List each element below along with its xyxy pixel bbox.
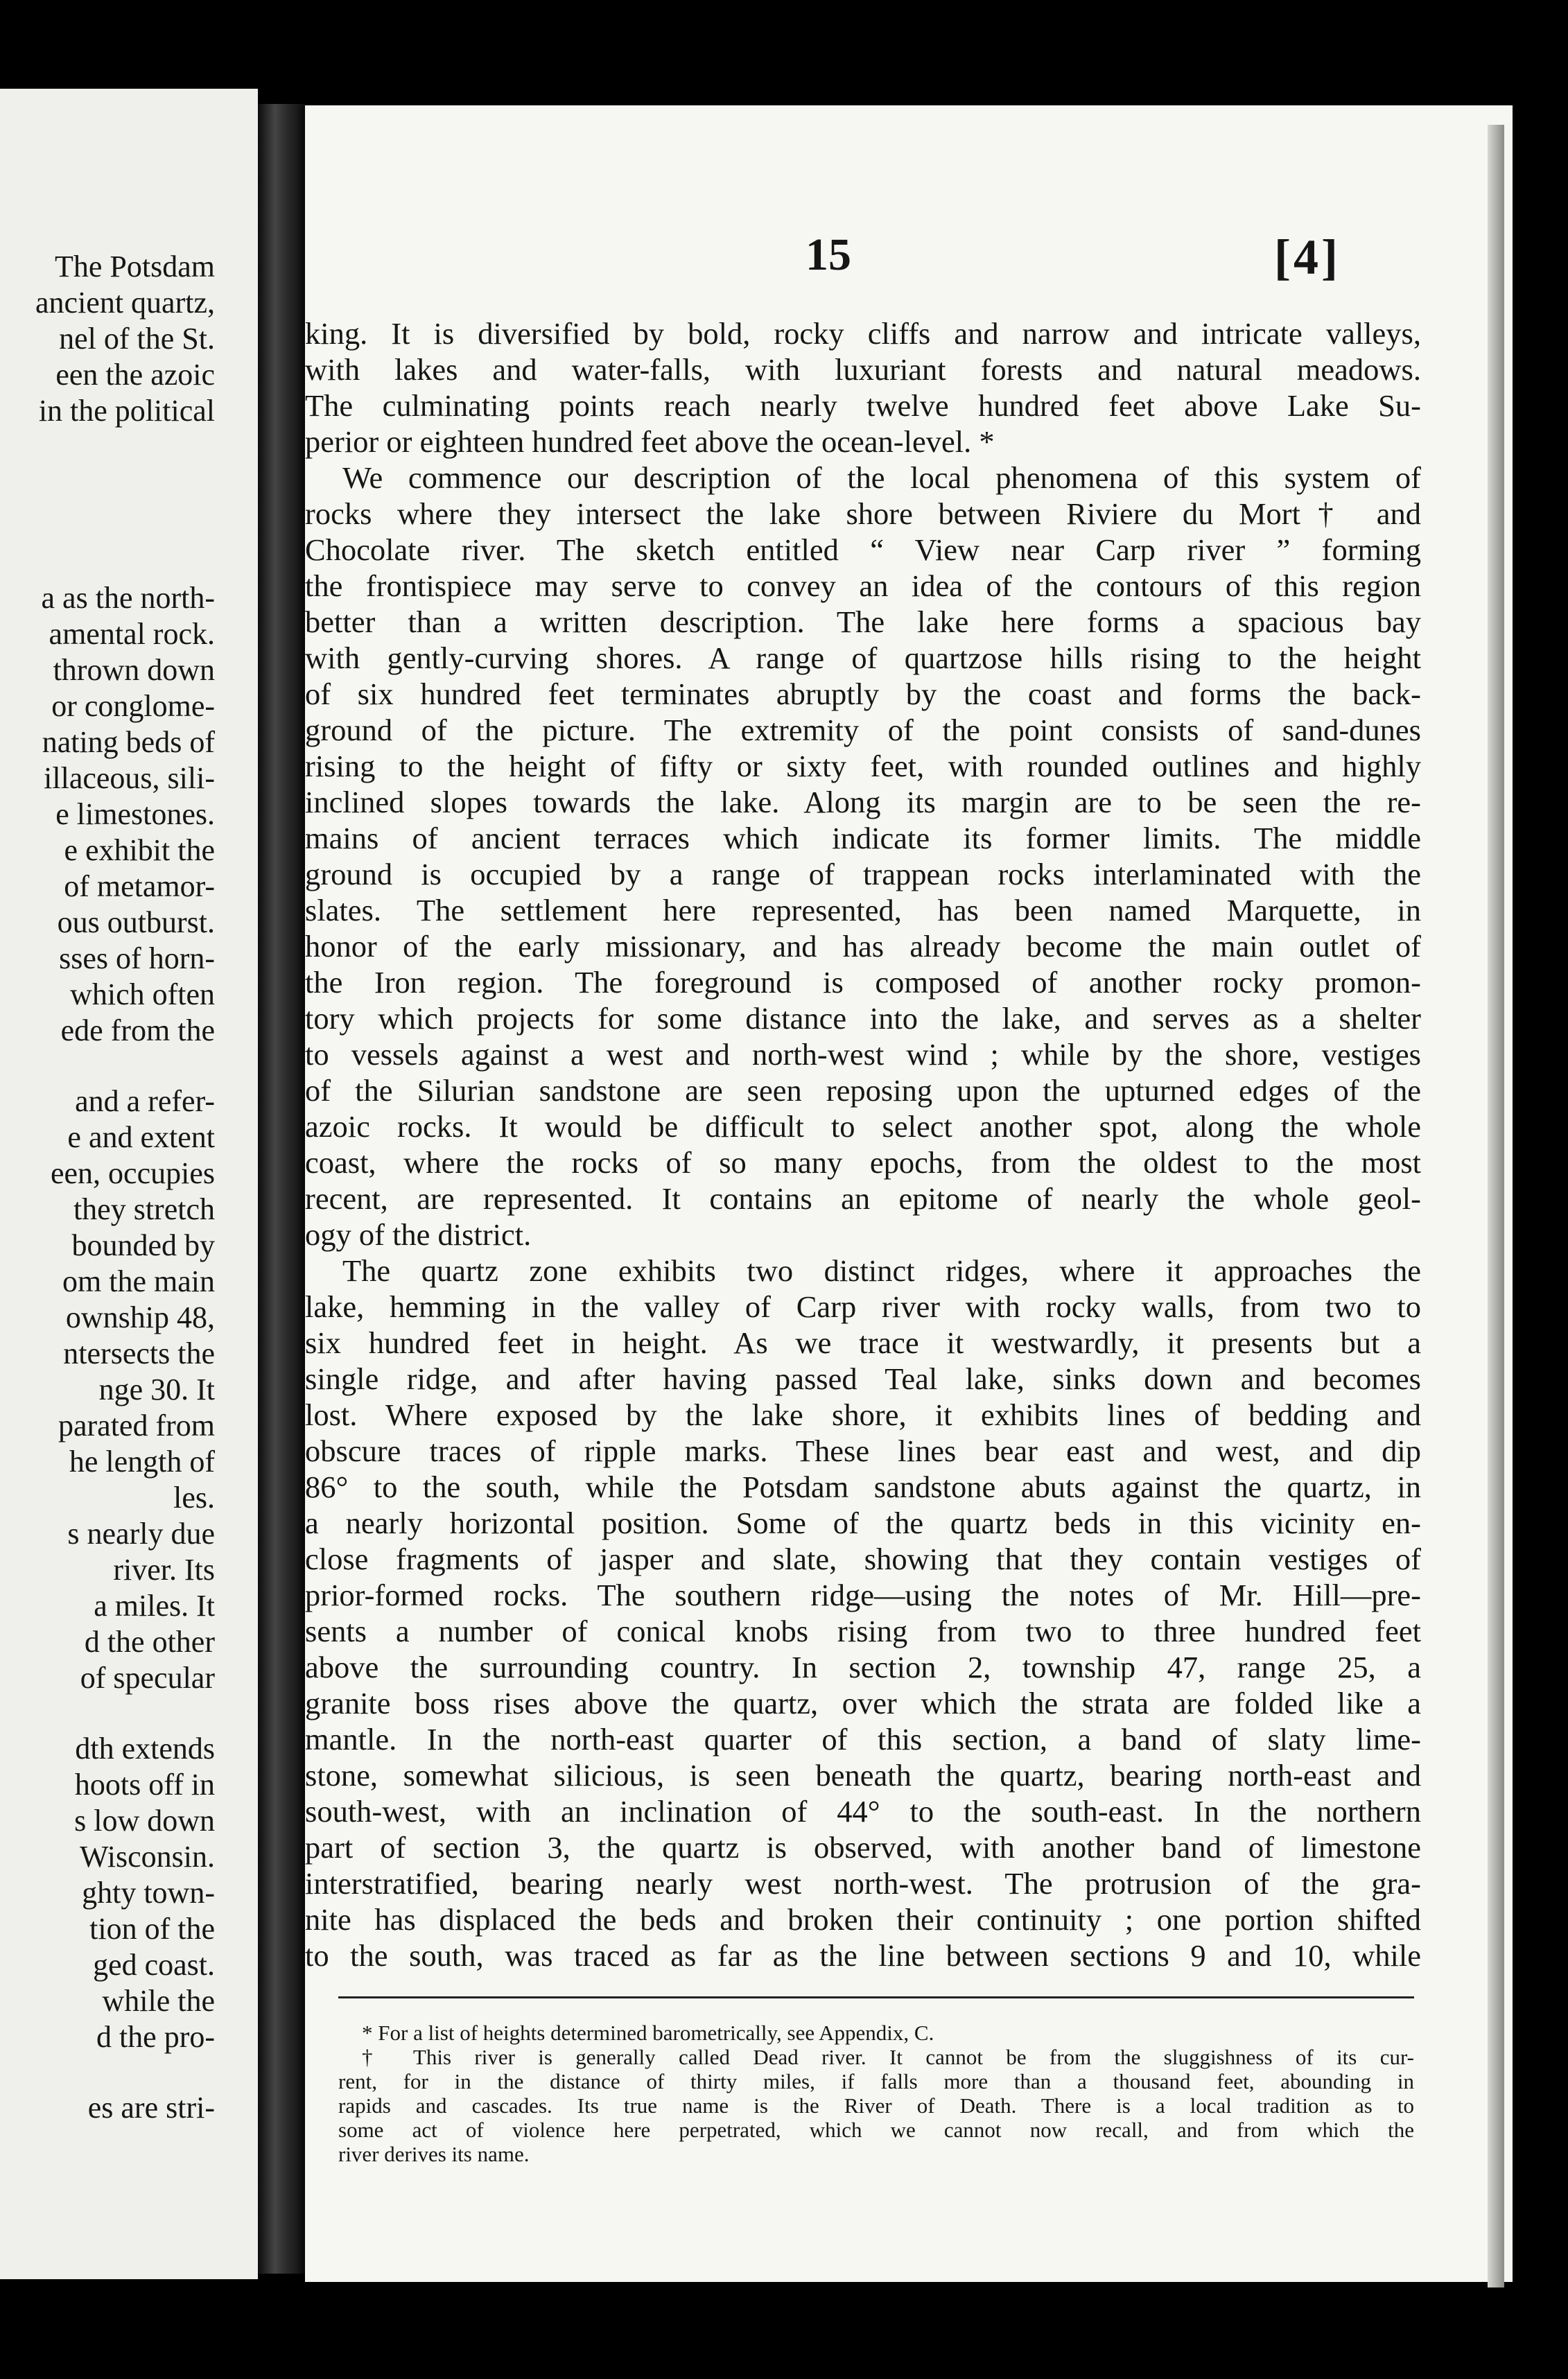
footnote-rule [338, 1996, 1414, 1998]
left-page-line: es are stri- [87, 2091, 215, 2125]
body-line: above the surrounding country. In section 2, township 47, range 25, a [305, 1650, 1421, 1684]
body-line: of six hundred feet terminates abruptly by the coast and forms the back- [305, 677, 1421, 711]
footnote-line: some act of violence here perpetrated, which we cannot now recall, and from which the [338, 2118, 1414, 2142]
footnote-line: * For a list of heights determined barometrically, see Appendix, C. [362, 2021, 934, 2045]
body-line: king. It is diversified by bold, rocky cliffs and narrow and intricate valleys, [305, 316, 1421, 351]
body-line: the frontispiece may serve to convey an idea of the contours of this region [305, 568, 1421, 603]
body-line: The culminating points reach nearly twelve hundred feet above Lake Su- [305, 388, 1421, 423]
body-line: Chocolate river. The sketch entitled “ View near Carp river ” forming [305, 532, 1421, 567]
body-line: interstratified, bearing nearly west north-west. The protrusion of the gra- [305, 1866, 1421, 1901]
footnotes [338, 2021, 1414, 2166]
body-line: rocks where they intersect the lake shore between Riviere du Mort† and [305, 496, 1421, 531]
left-page-line: een, occupies [51, 1156, 215, 1190]
body-line: 86° to the south, while the Potsdam sandstone abuts against the quartz, in [305, 1470, 1421, 1504]
page-number: 15 [805, 229, 851, 280]
left-page-line: sses of horn- [59, 941, 215, 975]
footnote-line: river derives its name. [338, 2142, 530, 2166]
left-page-line: of metamor- [64, 869, 215, 903]
body-line: We commence our description of the local phenomena of this system of [342, 460, 1421, 495]
body-line: slates. The settlement here represented, has been named Marquette, in [305, 893, 1421, 927]
body-line: of the Silurian sandstone are seen reposing upon the upturned edges of the [305, 1073, 1421, 1108]
body-line: to vessels against a west and north-west wind ; while by the shore, vestiges [305, 1037, 1421, 1072]
left-page-line: which often [70, 977, 215, 1011]
left-page-line: parated from [58, 1409, 215, 1443]
left-page-line: The Potsdam [55, 250, 215, 284]
left-page-line: om the main [62, 1264, 215, 1298]
left-page-line: ous outburst. [57, 905, 215, 939]
left-page-line: nge 30. It [98, 1372, 215, 1406]
body-line: The quartz zone exhibits two distinct ridges, where it approaches the [342, 1253, 1421, 1288]
left-page-line: e limestones. [55, 797, 215, 831]
left-page-line: tion of the [89, 1912, 215, 1946]
left-page-line: amental rock. [49, 617, 215, 651]
left-page-line: a as the north- [41, 581, 215, 615]
left-page-line: e and extent [67, 1120, 215, 1154]
body-line: close fragments of jasper and slate, showing that they contain vestiges of [305, 1542, 1421, 1576]
body-line: honor of the early missionary, and has already become the main outlet of [305, 929, 1421, 964]
body-line: ground of the picture. The extremity of the point consists of sand-dunes [305, 713, 1421, 747]
body-line: single ridge, and after having passed Teal lake, sinks down and becomes [305, 1361, 1421, 1396]
left-page-line: nating beds of [42, 725, 215, 759]
left-page-line: Wisconsin. [80, 1840, 215, 1874]
left-page-line: in the political [38, 394, 215, 428]
left-page-line: ntersects the [63, 1336, 215, 1370]
footnote-line: rent, for in the distance of thirty miles, if falls more than a thousand feet, abounding in [338, 2069, 1414, 2093]
body-text [305, 315, 1421, 1973]
page-edge [1488, 125, 1504, 2288]
left-page-line: bounded by [71, 1228, 215, 1262]
document-number: [4] [1274, 229, 1341, 285]
body-line: sents a number of conical knobs rising from two to three hundred feet [305, 1614, 1421, 1648]
body-line: ground is occupied by a range of trappean rocks interlaminated with the [305, 857, 1421, 891]
body-line: coast, where the rocks of so many epochs, from the oldest to the most [305, 1145, 1421, 1180]
left-page-line: nel of the St. [59, 322, 215, 356]
left-page-line: les. [173, 1481, 215, 1515]
left-page-line: a miles. It [94, 1589, 215, 1623]
body-line: ogy of the district. [305, 1217, 532, 1252]
left-page-line: dth extends [75, 1732, 215, 1766]
left-page-fragment [0, 89, 258, 2279]
body-line: better than a written description. The lake here forms a spacious bay [305, 604, 1421, 639]
body-line: a nearly horizontal position. Some of the quartz beds in this vicinity en- [305, 1506, 1421, 1540]
left-page-line: ede from the [60, 1013, 215, 1047]
left-page-line: they stretch [73, 1192, 215, 1226]
book-gutter [258, 104, 306, 2274]
left-page-line: ged coast. [93, 1948, 215, 1982]
left-page-line: of specular [80, 1661, 215, 1695]
body-line: six hundred feet in height. As we trace it westwardly, it presents but a [305, 1325, 1421, 1360]
body-line: inclined slopes towards the lake. Along its margin are to be seen the re- [305, 785, 1421, 819]
left-page-line: and a refer- [75, 1084, 215, 1118]
body-line: south-west, with an inclination of 44° to the south-east. In the northern [305, 1794, 1421, 1829]
body-line: azoic rocks. It would be difficult to select another spot, along the whole [305, 1109, 1421, 1144]
left-page-line: s nearly due [67, 1517, 215, 1551]
left-page-line: d the other [84, 1625, 215, 1659]
body-line: perior or eighteen hundred feet above the ocean-level. * [305, 424, 995, 459]
body-line: tory which projects for some distance into the lake, and serves as a shelter [305, 1001, 1421, 1036]
footnote-line: rapids and cascades. Its true name is the River of Death. There is a local tradition as to [338, 2093, 1414, 2118]
left-page-line: thrown down [53, 653, 215, 687]
left-page-line: s low down [74, 1804, 215, 1838]
left-page-line: he length of [69, 1445, 215, 1479]
left-page-line: river. Its [113, 1553, 215, 1587]
body-line: lake, hemming in the valley of Carp river with rocky walls, from two to [305, 1289, 1421, 1324]
left-page-line: or conglome- [51, 689, 215, 723]
body-line: with lakes and water-falls, with luxuriant forests and natural meadows. [305, 352, 1421, 387]
body-line: mains of ancient terraces which indicate its former limits. The middle [305, 821, 1421, 855]
body-line: nite has displaced the beds and broken their continuity ; one portion shifted [305, 1902, 1421, 1937]
body-line: granite boss rises above the quartz, over which the strata are folded like a [305, 1686, 1421, 1720]
body-line: the Iron region. The foreground is composed of another rocky promon- [305, 965, 1421, 1000]
left-page-line: ownship 48, [65, 1300, 215, 1334]
left-page-line: een the azoic [55, 358, 215, 392]
left-page-line: e exhibit the [64, 833, 215, 867]
body-line: to the south, was traced as far as the line between sections 9 and 10, while [305, 1938, 1421, 1973]
footnote-line: † This river is generally called Dead river. It cannot be from the sluggishness of its cur- [362, 2045, 1414, 2069]
body-line: part of section 3, the quartz is observed, with another band of limestone [305, 1830, 1421, 1865]
body-line: with gently-curving shores. A range of quartzose hills rising to the height [305, 640, 1421, 675]
left-page-line: while the [102, 1984, 215, 2018]
left-page-line: illaceous, sili- [44, 761, 215, 795]
left-page-line: d the pro- [96, 2020, 215, 2054]
body-line: lost. Where exposed by the lake shore, it exhibits lines of bedding and [305, 1397, 1421, 1432]
left-page-line: hoots off in [74, 1768, 215, 1802]
body-line: prior-formed rocks. The southern ridge—using the notes of Mr. Hill—pre- [305, 1578, 1421, 1612]
body-line: recent, are represented. It contains an epitome of nearly the whole geol- [305, 1181, 1421, 1216]
left-page-line: ghty town- [82, 1876, 215, 1910]
body-line: rising to the height of fifty or sixty feet, with rounded outlines and highly [305, 749, 1421, 783]
left-page-line: ancient quartz, [35, 286, 215, 320]
body-line: mantle. In the north-east quarter of this section, a band of slaty lime- [305, 1722, 1421, 1757]
body-line: stone, somewhat silicious, is seen beneath the quartz, bearing north-east and [305, 1758, 1421, 1793]
body-line: obscure traces of ripple marks. These lines bear east and west, and dip [305, 1434, 1421, 1468]
